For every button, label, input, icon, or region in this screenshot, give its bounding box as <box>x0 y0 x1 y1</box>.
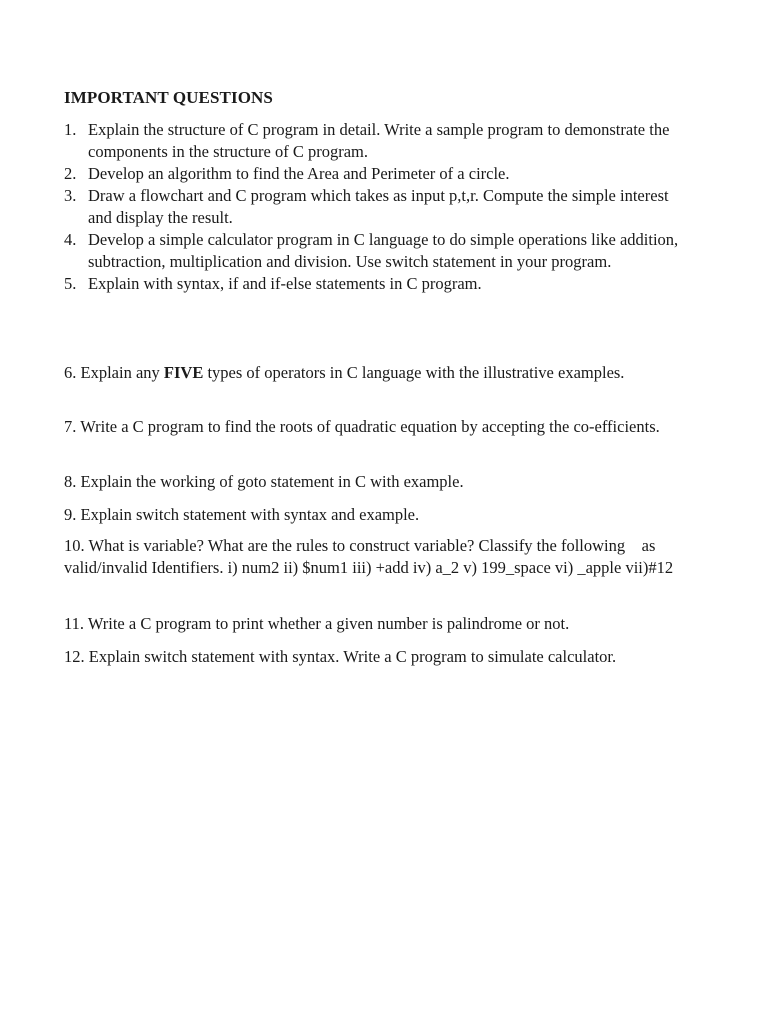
list-number: 2. <box>64 164 77 183</box>
question-6 <box>64 362 684 384</box>
list-item-text: Develop an algorithm to find the Area and Perimeter of a circle. <box>88 164 510 183</box>
question-6-prefix: 6. Explain any <box>64 363 164 382</box>
list-item <box>64 273 684 295</box>
list-number: 5. <box>64 274 77 293</box>
question-11: 11. Write a C program to print whether a given number is palindrome or not. <box>64 614 570 633</box>
list-item-text: Draw a flowchart and C program which takes as input p,t,r. Compute the simple interest and display the result. <box>88 186 669 227</box>
question-8: 8. Explain the working of goto statement in C with example. <box>64 472 464 491</box>
question-7: 7. Write a C program to find the roots of quadratic equation by accepting the co-efficients. <box>64 417 660 436</box>
list-item <box>64 163 684 185</box>
question-6-emphasis: FIVE <box>163 363 204 382</box>
list-item-text: Develop a simple calculator program in C language to do simple operations like addition, subtraction, multiplication and division. Use switch statement in your program. <box>88 230 679 271</box>
question-9: 9. Explain switch statement with syntax and example. <box>64 505 420 524</box>
list-item <box>64 229 684 273</box>
list-number: 4. <box>64 230 77 249</box>
page-heading: IMPORTANT QUESTIONS <box>64 88 273 107</box>
list-item <box>64 185 684 229</box>
list-item <box>64 119 684 163</box>
list-number: 3. <box>64 186 77 205</box>
question-list-1-5 <box>64 119 684 295</box>
list-item-text: Explain the structure of C program in detail. Write a sample program to demonstrate the components in the structure of C program. <box>88 120 670 161</box>
question-12: 12. Explain switch statement with syntax. Write a C program to simulate calculator. <box>64 647 617 666</box>
list-number: 1. <box>64 120 77 139</box>
question-10: 10. What is variable? What are the rules to construct variable? Classify the following as valid/invalid Identifiers. i) num2 ii) $num1 iii) +add iv) a_2 v) 199_space vi) _apple vii)#12 <box>64 536 674 577</box>
list-item-text: Explain with syntax, if and if-else statements in C program. <box>88 274 482 293</box>
question-6-suffix: types of operators in C language with the illustrative examples. <box>203 363 625 382</box>
